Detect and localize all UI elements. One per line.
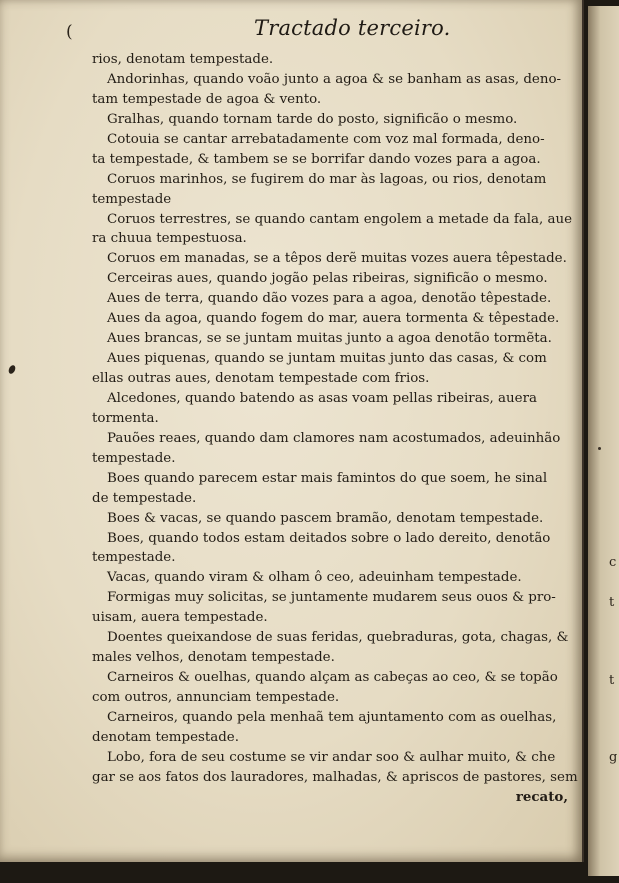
text-line: uisam, auera tempestade.	[92, 610, 268, 626]
text-line: Aues da agoa, quando fogem do mar, auera tormenta & têpestade.	[107, 311, 560, 327]
facing-page-edge	[588, 6, 619, 876]
text-line: males velhos, denotam tempestade.	[92, 650, 335, 666]
text-line: Carneiros, quando pela menhaã tem ajuntamento com as ouelhas,	[107, 709, 557, 725]
text-line: Aues de terra, quando dão vozes para a agoa, denotão têpestade.	[107, 291, 552, 307]
facing-page-fragment: t	[609, 595, 615, 610]
text-line: tempestade.	[92, 550, 176, 566]
text-line: Doentes queixandose de suas feridas, quebraduras, gota, chagas, &	[107, 630, 569, 646]
text-line: Formigas muy solicitas, se juntamente mudarem seus ouos & pro-	[107, 590, 556, 606]
text-line: gar se aos fatos dos lauradores, malhadas, & apriscos de pastores, sem	[92, 769, 578, 785]
text-line: Cerceiras aues, quando jogão pelas ribeiras, significão o mesmo.	[107, 271, 548, 287]
text-line: Coruos marinhos, se fugirem do mar às lagoas, ou rios, denotam	[107, 171, 547, 187]
text-line: Vacas, quando viram & olham ô ceo, adeuinham tempestade.	[107, 570, 522, 586]
margin-mark: (	[66, 22, 73, 42]
text-line: Gralhas, quando tornam tarde do posto, significão o mesmo.	[107, 111, 518, 127]
text-line: Coruos terrestres, se quando cantam engolem a metade da fala, aue	[107, 211, 573, 227]
text-line: Boes quando parecem estar mais famintos do que soem, he sinal	[107, 470, 548, 486]
facing-page-fragment: g	[609, 750, 618, 765]
running-head: Tractado terceiro.	[254, 16, 451, 40]
text-line: denotam tempestade.	[92, 729, 239, 745]
text-line: tempestade	[92, 191, 172, 207]
text-line: ellas outras aues, denotam tempestade com frios.	[92, 371, 430, 386]
text-line: Andorinhas, quando voão junto a agoa & se banham as asas, deno-	[107, 71, 562, 87]
text-line: tempestade.	[92, 450, 176, 466]
ink-blot	[7, 364, 16, 375]
facing-page-fragment: c	[609, 555, 617, 570]
text-line: ta tempestade, & tambem se se borrifar dando vozes para a agoa.	[92, 151, 541, 167]
text-line: tormenta.	[92, 410, 159, 426]
text-line: com outros, annunciam tempestade.	[92, 690, 340, 705]
text-line: Boes & vacas, se quando pascem bramão, denotam tempestade.	[107, 510, 544, 526]
text-line: Pauões reaes, quando dam clamores nam acostumados, adeuinhão	[107, 430, 561, 446]
margin-dot	[598, 447, 601, 450]
text-line: Cotouia se cantar arrebatadamente com voz mal formada, deno-	[107, 131, 545, 147]
text-line: Boes, quando todos estam deitados sobre o lado dereito, denotão	[107, 530, 551, 546]
text-line: Aues piquenas, quando se juntam muitas junto das casas, & com	[107, 351, 547, 367]
text-line: Aues brancas, se se juntam muitas junto a agoa denotão tormẽta.	[107, 331, 552, 347]
text-line: Carneiros & ouelhas, quando alçam as cabeças ao ceo, & se topão	[107, 670, 558, 686]
text-line: de tempestade.	[92, 490, 197, 506]
text-line: Coruos em manadas, se a têpos derẽ muitas vozes auera têpestade.	[107, 251, 567, 267]
text-line: Lobo, fora de seu costume se vir andar soo & aulhar muito, & che	[107, 749, 556, 765]
text-line: Alcedones, quando batendo as asas voam pellas ribeiras, auera	[107, 390, 537, 406]
text-line: ra chuua tempestuosa.	[92, 231, 247, 247]
text-line: rios, denotam tempestade.	[92, 52, 274, 67]
text-line: tam tempestade de agoa & vento.	[92, 91, 322, 107]
catchword: recato,	[515, 788, 568, 805]
facing-page-fragment: t	[609, 673, 615, 688]
text-block	[92, 50, 580, 808]
